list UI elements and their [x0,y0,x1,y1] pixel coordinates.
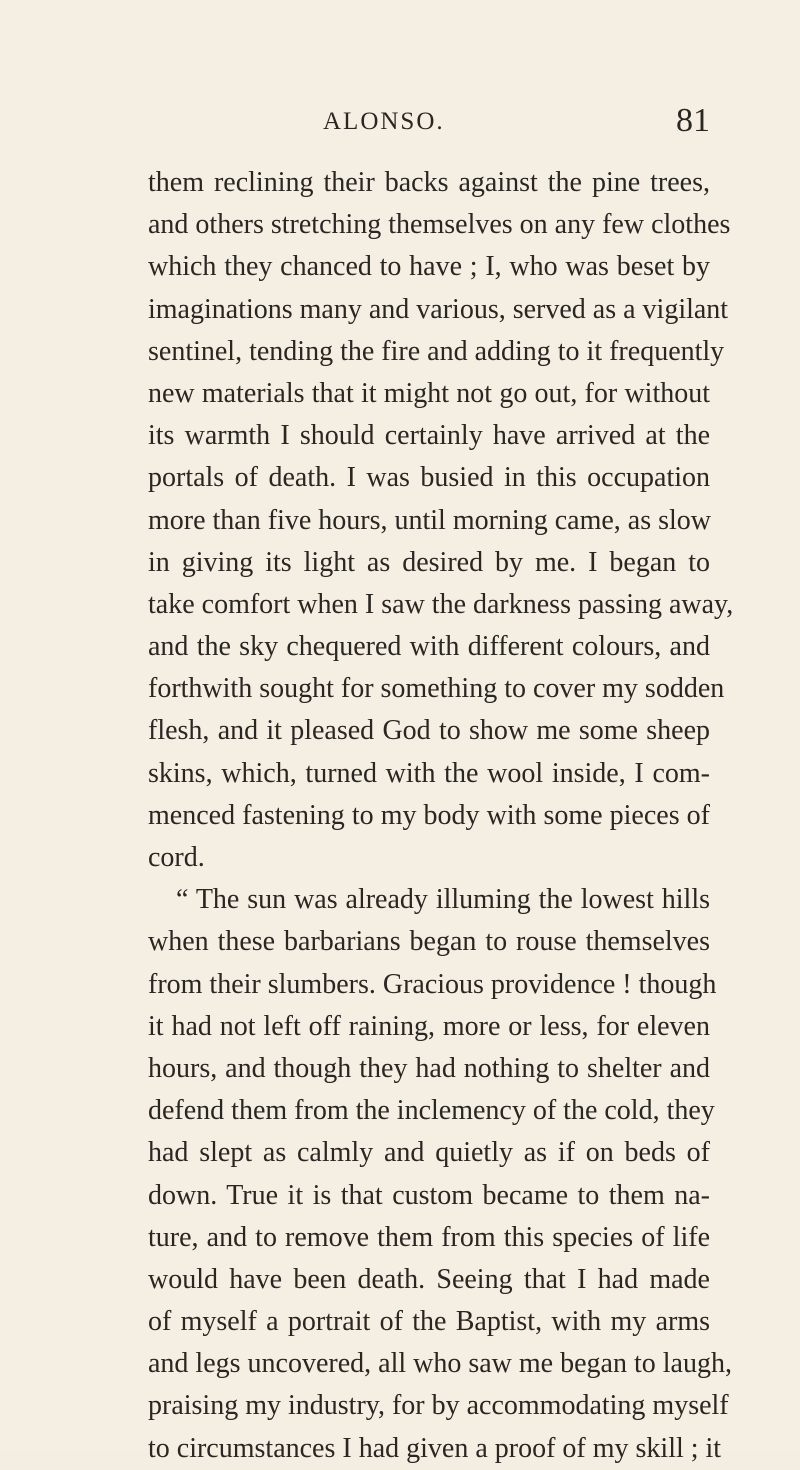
text-line: which they chanced to have ; I, who was beset by [148,251,710,283]
text-line: praising my industry, for by accommodating myself [148,1390,729,1422]
text-line: down. True it is that custom became to them na- [148,1179,710,1211]
text-line: had slept as calmly and quietly as if on beds of [148,1137,710,1169]
text-line: its warmth I should certainly have arrived at the [148,420,710,452]
text-line: imaginations many and various, served as a vigilant [148,293,729,325]
text-line: ture, and to remove them from this species of life [148,1221,710,1253]
text-line: “ The sun was already illuming the lowest hills [176,884,710,916]
text-line: flesh, and it pleased God to show me some sheep [148,715,710,747]
text-line: hours, and though they had nothing to shelter and [148,1052,710,1084]
text-line: skins, which, turned with the wool inside, I com- [148,757,710,789]
text-line: when these barbarians began to rouse themselves [148,926,710,958]
text-line: would have been death. Seeing that I had made [148,1263,710,1295]
text-line: and the sky chequered with different colours, and [148,631,710,663]
text-line: and others stretching themselves on any few clothes [148,209,731,241]
text-line: cord. [148,842,205,873]
body-text [148,162,734,1470]
text-line: more than five hours, until morning came, as slow [148,504,711,536]
text-line: in giving its light as desired by me. I began to [148,546,710,578]
text-line: forthwith sought for something to cover my sodden [148,673,725,705]
text-line: take comfort when I saw the darkness passing away, [148,588,734,620]
text-line: and legs uncovered, all who saw me began to laugh, [148,1348,732,1380]
page-number: 81 [676,102,710,139]
running-title: ALONSO. [323,108,445,135]
text-line: defend them from the inclemency of the cold, they [148,1095,715,1127]
text-line: to circumstances I had given a proof of my skill ; it [148,1432,722,1464]
text-line: them reclining their backs against the pine trees, [148,167,710,198]
text-line: new materials that it might not go out, for without [148,377,710,409]
text-line: of myself a portrait of the Baptist, with my arms [148,1306,710,1338]
text-line: it had not left off raining, more or less, for eleven [148,1010,710,1042]
text-line: from their slumbers. Gracious providence ! though [148,968,717,1000]
text-line: sentinel, tending the fire and adding to it frequently [148,335,725,367]
text-line: menced fastening to my body with some pieces of [148,799,710,831]
text-line: portals of death. I was busied in this occupation [148,462,710,494]
page-header [110,102,710,148]
